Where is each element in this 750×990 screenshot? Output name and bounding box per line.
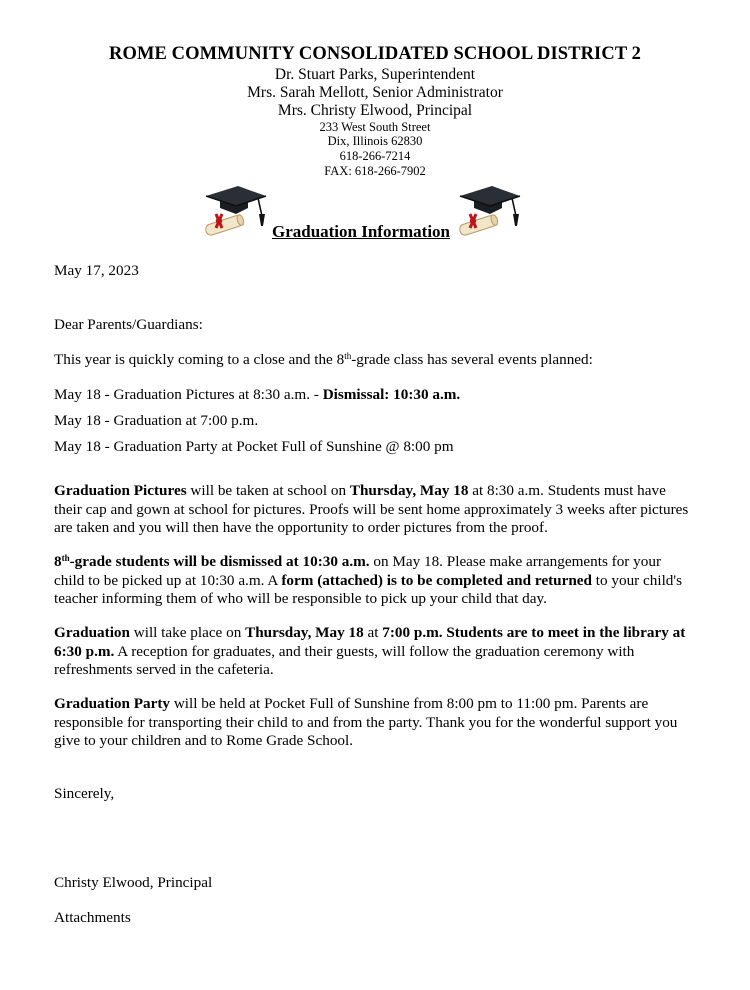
paragraph-pictures: Graduation Pictures will be taken at school on Thursday, May 18 at 8:30 a.m. Students must have their cap and gown at school for pictures. Proofs will be sent home approximately 3 weeks after pictures are taken and you will then have the opportunity to order pictures from the proof. bbox=[54, 482, 689, 536]
signature: Christy Elwood, Principal bbox=[54, 874, 213, 891]
paragraph-dismissal: 8th-grade students will be dismissed at 10:30 a.m. on May 18. Please make arrangements for your child to be picked up at 10:30 a.m. A form (attached) is to be completed and returned to your child's teacher informing them of who will be responsible to pick up your child that day. bbox=[54, 553, 683, 607]
paragraph-party: Graduation Party will be held at Pocket Full of Sunshine from 8:00 pm to 11:00 pm. Parents are responsible for transporting their child to and from the party. Thank you for the wonderful support you give to your children and to Rome Grade School. bbox=[54, 695, 678, 749]
salutation: Dear Parents/Guardians: bbox=[54, 316, 203, 333]
intro-text: This year is quickly coming to a close and the 8th-grade class has several events planned: bbox=[54, 351, 593, 368]
event-graduation: May 18 - Graduation at 7:00 p.m. bbox=[54, 412, 259, 429]
event-party: May 18 - Graduation Party at Pocket Full of Sunshine @ 8:00 pm bbox=[54, 438, 454, 455]
district-name: ROME COMMUNITY CONSOLIDATED SCHOOL DISTRICT 2 bbox=[109, 44, 641, 64]
superintendent-line: Dr. Stuart Parks, Superintendent bbox=[274, 66, 476, 83]
principal-line: Mrs. Christy Elwood, Principal bbox=[277, 102, 473, 119]
fax-number: FAX: 618-266-7902 bbox=[324, 164, 426, 178]
city-address: Dix, Illinois 62830 bbox=[327, 134, 423, 148]
letter-date: May 17, 2023 bbox=[54, 262, 139, 279]
paragraph-graduation: Graduation will take place on Thursday, May 18 at 7:00 p.m. Students are to meet in the library at 6:30 p.m. A reception for graduates, and their guests, will follow the graduation ceremony with refreshments served in the cafeteria. bbox=[54, 624, 686, 678]
phone-number: 618-266-7214 bbox=[339, 149, 411, 163]
street-address: 233 West South Street bbox=[319, 120, 431, 134]
document-title: Graduation Information bbox=[271, 222, 451, 241]
administrator-line: Mrs. Sarah Mellott, Senior Administrator bbox=[247, 84, 503, 101]
attachments-note: Attachments bbox=[54, 909, 131, 926]
closing: Sincerely, bbox=[54, 785, 115, 802]
event-pictures: May 18 - Graduation Pictures at 8:30 a.m. - Dismissal: 10:30 a.m. bbox=[54, 386, 461, 403]
